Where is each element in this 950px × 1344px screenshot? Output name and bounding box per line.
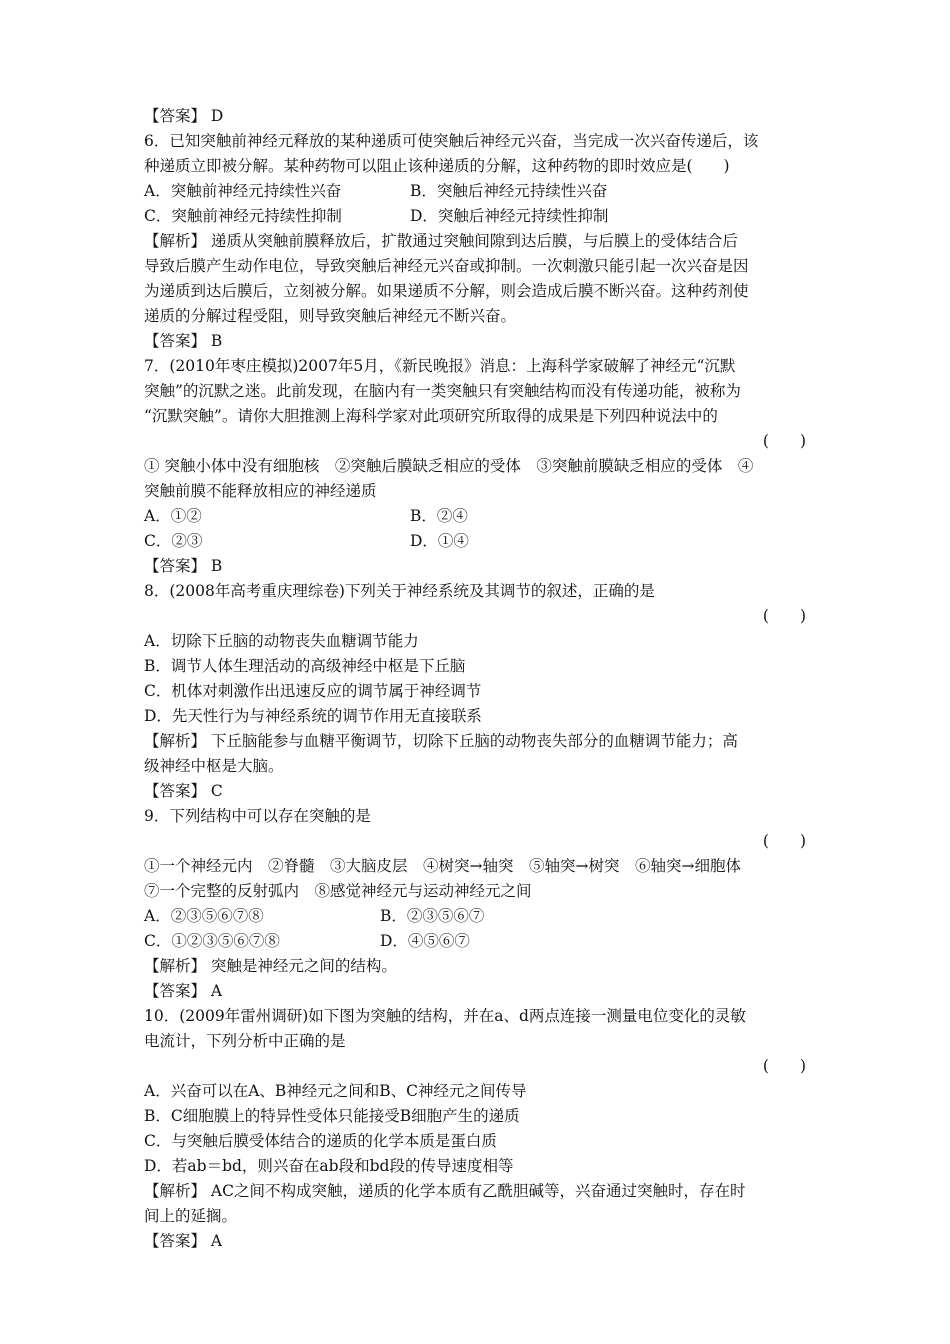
explanation-line: 间上的延搁。	[144, 1207, 238, 1225]
option-b: B．突触后神经元持续性兴奋	[410, 182, 608, 200]
statement-list: ⑦一个完整的反射弧内 ⑧感觉神经元与运动神经元之间	[144, 882, 532, 900]
explanation-line: 级神经中枢是大脑。	[144, 757, 284, 775]
question-stem: 8．(2008年高考重庆理综卷)下列关于神经系统及其调节的叙述，正确的是	[144, 582, 655, 600]
option-c: C．机体对刺激作出迅速反应的调节属于神经调节	[144, 682, 482, 700]
option-a: A．突触前神经元持续性兴奋	[144, 182, 342, 200]
explanation-line: 递质的分解过程受阻，则导致突触后神经元不断兴奋。	[144, 307, 517, 325]
options-row	[144, 504, 808, 529]
option-d: D．若ab＝bd，则兴奋在ab段和bd段的传导速度相等	[144, 1157, 514, 1175]
question-7	[144, 354, 808, 579]
option-d: D．①④	[410, 532, 469, 550]
option-b: B．C细胞膜上的特异性受体只能接受B细胞产生的递质	[144, 1107, 520, 1125]
options-row	[144, 529, 808, 554]
options-row	[144, 929, 808, 954]
question-stem: 9．下列结构中可以存在突触的是	[144, 807, 371, 825]
option-a: A．切除下丘脑的动物丧失血糖调节能力	[144, 632, 419, 650]
statement-list: 突触前膜不能释放相应的神经递质	[144, 482, 377, 500]
options-row	[144, 204, 808, 229]
option-c: C．②③	[144, 532, 203, 550]
option-d: D．先天性行为与神经系统的调节作用无直接联系	[144, 707, 482, 725]
question-10	[144, 1004, 808, 1254]
option-c: C．突触前神经元持续性抑制	[144, 207, 342, 225]
option-a: A．兴奋可以在A、B神经元之间和B、C神经元之间传导	[144, 1082, 527, 1100]
answer-bracket: ( )	[762, 1057, 806, 1075]
question-stem: 10．(2009年雷州调研)如下图为突触的结构，并在a、d两点连接一测量电位变化的灵敏	[144, 1007, 746, 1025]
explanation-line: 导致后膜产生动作电位，导致突触后神经元兴奋或抑制。一次刺激只能引起一次兴奋是因	[144, 257, 749, 275]
explanation-line: 【解析】 AC之间不构成突触，递质的化学本质有乙酰胆碱等，兴奋通过突触时，存在时	[144, 1182, 746, 1200]
question-stem: 电流计，下列分析中正确的是	[144, 1032, 346, 1050]
option-c: C．①②③⑤⑥⑦⑧	[144, 932, 280, 950]
answer-bracket: ( )	[762, 607, 806, 625]
answer-line: 【答案】 B	[144, 332, 223, 350]
option-d: D．④⑤⑥⑦	[380, 932, 470, 950]
option-b: B．②④	[410, 507, 468, 525]
question-stem: 6．已知突触前神经元释放的某种递质可使突触后神经元兴奋，当完成一次兴奋传递后，该	[144, 132, 759, 150]
option-b: B．②③⑤⑥⑦	[380, 907, 485, 925]
option-c: C．与突触后膜受体结合的递质的化学本质是蛋白质	[144, 1132, 497, 1150]
answer-line: 【答案】 A	[144, 982, 223, 1000]
option-a: A．②③⑤⑥⑦⑧	[144, 907, 264, 925]
question-6	[144, 129, 808, 354]
document-content	[144, 104, 808, 1254]
question-stem: 突触”的沉默之迷。此前发现，在脑内有一类突触只有突触结构而没有传递功能，被称为	[144, 382, 741, 400]
question-8	[144, 579, 808, 804]
question-9	[144, 804, 808, 1004]
question-stem: “沉默突触”。请你大胆推测上海科学家对此项研究所取得的成果是下列四种说法中的	[144, 407, 718, 425]
option-a: A．①②	[144, 507, 202, 525]
statement-list: ①一个神经元内 ②脊髓 ③大脑皮层 ④树突→轴突 ⑤轴突→树突 ⑥轴突→细胞体	[144, 857, 741, 875]
statement-list: ① 突触小体中没有细胞核 ②突触后膜缺乏相应的受体 ③突触前膜缺乏相应的受体 ④	[144, 457, 754, 475]
options-row	[144, 904, 808, 929]
question-stem: 7．(2010年枣庄模拟)2007年5月，《新民晚报》消息：上海科学家破解了神经元“沉默	[144, 357, 736, 375]
question-stem: 种递质立即被分解。某种药物可以阻止该种递质的分解，这种药物的即时效应是( )	[144, 157, 730, 175]
answer-line: 【答案】 A	[144, 1232, 223, 1250]
option-d: D．突触后神经元持续性抑制	[410, 207, 609, 225]
explanation-line: 【解析】 下丘脑能参与血糖平衡调节，切除下丘脑的动物丧失部分的血糖调节能力；高	[144, 732, 738, 750]
answer-line: 【答案】 D	[144, 107, 224, 125]
answer-line: 【答案】 C	[144, 782, 223, 800]
answer-bracket: ( )	[762, 832, 806, 850]
answer-line: 【答案】 B	[144, 557, 223, 575]
option-b: B．调节人体生理活动的高级神经中枢是下丘脑	[144, 657, 466, 675]
explanation-line: 【解析】 递质从突触前膜释放后，扩散通过突触间隙到达后膜，与后膜上的受体结合后	[144, 232, 738, 250]
answer-bracket: ( )	[762, 432, 806, 450]
explanation-line: 【解析】 突触是神经元之间的结构。	[144, 957, 397, 975]
options-row	[144, 179, 808, 204]
explanation-line: 为递质到达后膜后，立刻被分解。如果递质不分解，则会造成后膜不断兴奋。这种药剂使	[144, 282, 749, 300]
